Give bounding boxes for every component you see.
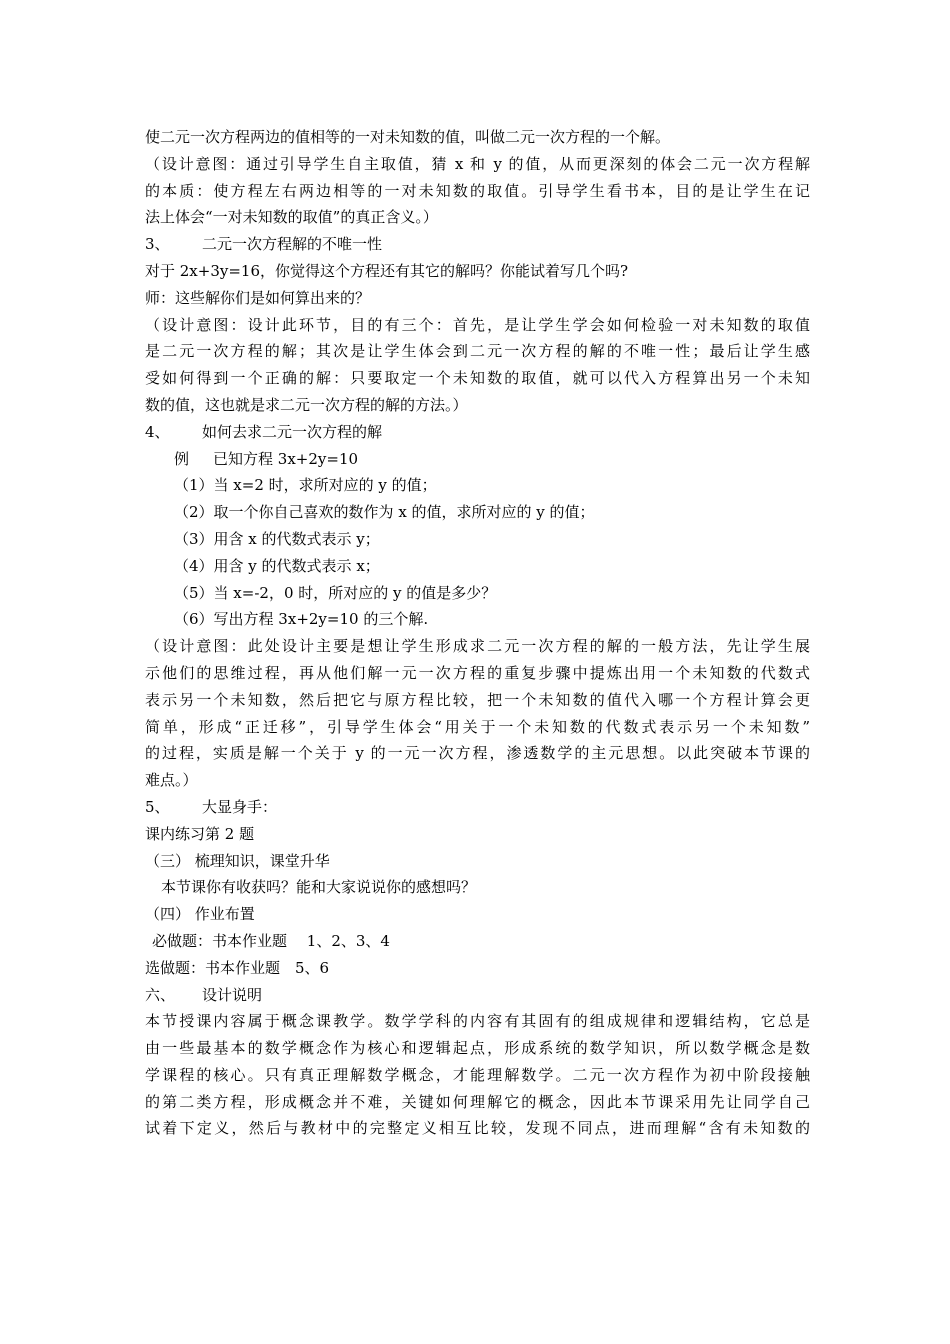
paragraph-line: （设计意图：通过引导学生自主取值，猜 x 和 y 的值，从而更深刻的体会二元一次方程解: [145, 154, 810, 173]
section-heading-5: [145, 794, 810, 821]
section-heading-6: [145, 982, 810, 1009]
paragraph-line: 师：这些解你们是如何算出来的？: [145, 288, 371, 307]
question-item: （5）当 x=-2，0 时，所对应的 y 的值是多少？: [174, 583, 497, 602]
paragraph-line: 表示另一个未知数，然后把它与原方程比较，把一个未知数的值代入哪一个方程计算会更: [145, 690, 810, 709]
question-item: （2）取一个你自己喜欢的数作为 x 的值，求所对应的 y 的值；: [174, 503, 595, 522]
heading-text: 大显身手：: [202, 797, 278, 816]
heading-text: 二元一次方程解的不唯一性: [202, 235, 383, 254]
paragraph-line: 对于 2x+3y=16，你觉得这个方程还有其它的解吗？你能试着写几个吗?: [145, 261, 629, 280]
paragraph-line: 的第二类方程，形成概念并不难，关键如何理解它的概念，因此本节课采用先让同学自己: [145, 1092, 810, 1111]
homework-optional: 选做题：书本作业题 5、6: [145, 958, 330, 977]
heading-number: 5、: [145, 797, 170, 816]
example-label: 例: [174, 449, 190, 468]
example-line: [145, 446, 810, 473]
section-heading-4: [145, 419, 810, 446]
paragraph-line: 试着下定义，然后与教材中的完整定义相互比较，发现不同点，进而理解“含有未知数的: [145, 1119, 810, 1138]
question-item: （4）用含 y 的代数式表示 x；: [174, 556, 380, 575]
paragraph-line: 数的值，这也就是求二元一次方程的解的方法。）: [145, 395, 468, 414]
paragraph-line: 本节授课内容属于概念课教学。数学学科的内容有其固有的组成规律和逻辑结构，它总是: [145, 1012, 810, 1031]
paragraph-line: 由一些最基本的数学概念作为核心和逻辑起点，形成系统的数学知识，所以数学概念是数: [145, 1039, 810, 1058]
subsection-heading: （四） 作业布置: [145, 905, 255, 924]
heading-text: 如何去求二元一次方程的解: [202, 422, 383, 441]
paragraph-line: 简单，形成“正迁移”，引导学生体会“用关于一个未知数的代数式表示另一个未知数”: [145, 717, 810, 736]
heading-number: 六、: [145, 985, 176, 1004]
question-item: （6）写出方程 3x+2y=10 的三个解.: [174, 610, 429, 629]
paragraph-line: 示他们的思维过程，再从他们解一元一次方程的重复步骤中提炼出用一个未知数的代数式: [145, 663, 810, 682]
homework-required: 必做题：书本作业题 1、2、3、4: [152, 931, 390, 950]
paragraph-line: 的过程，实质是解一个关于 y 的一元一次方程，渗透数学的主元思想。以此突破本节课的: [145, 744, 810, 763]
question-item: （1）当 x=2 时，求所对应的 y 的值；: [174, 476, 437, 495]
paragraph-line: 难点。）: [145, 771, 198, 790]
example-text: 已知方程 3x+2y=10: [213, 449, 359, 468]
heading-text: 设计说明: [202, 985, 263, 1004]
paragraph-line: （设计意图：设计此环节，目的有三个：首先，是让学生学会如何检验一对未知数的取值: [145, 315, 810, 334]
heading-number: 3、: [145, 235, 170, 254]
paragraph-line: 的本质：使方程左右两边相等的一对未知数的取值。引导学生看书本，目的是让学生在记: [145, 181, 810, 200]
document-page: [145, 124, 810, 1142]
heading-number: 4、: [145, 422, 170, 441]
question-item: （3）用含 x 的代数式表示 y；: [174, 529, 380, 548]
paragraph-line: （设计意图：此处设计主要是想让学生形成求二元一次方程的解的一般方法，先让学生展: [145, 637, 810, 656]
paragraph-line: 本节课你有收获吗？能和大家说说你的感想吗？: [161, 878, 477, 897]
paragraph-line: 是二元一次方程的解；其次是让学生体会到二元一次方程的解的不唯一性；最后让学生感: [145, 342, 810, 361]
subsection-heading: （三） 梳理知识，课堂升华: [145, 851, 330, 870]
paragraph-line: 受如何得到一个正确的解：只要取定一个未知数的取值，就可以代入方程算出另一个未知: [145, 369, 810, 388]
section-heading-3: [145, 231, 810, 258]
paragraph-line: 法上体会“一对未知数的取值”的真正含义。）: [145, 208, 438, 227]
paragraph-line: 课内练习第 2 题: [145, 824, 255, 843]
paragraph-line: 使二元一次方程两边的值相等的一对未知数的值，叫做二元一次方程的一个解。: [145, 128, 671, 146]
paragraph-line: 学课程的核心。只有真正理解数学概念，才能理解数学。二元一次方程作为初中阶段接触: [145, 1065, 810, 1084]
